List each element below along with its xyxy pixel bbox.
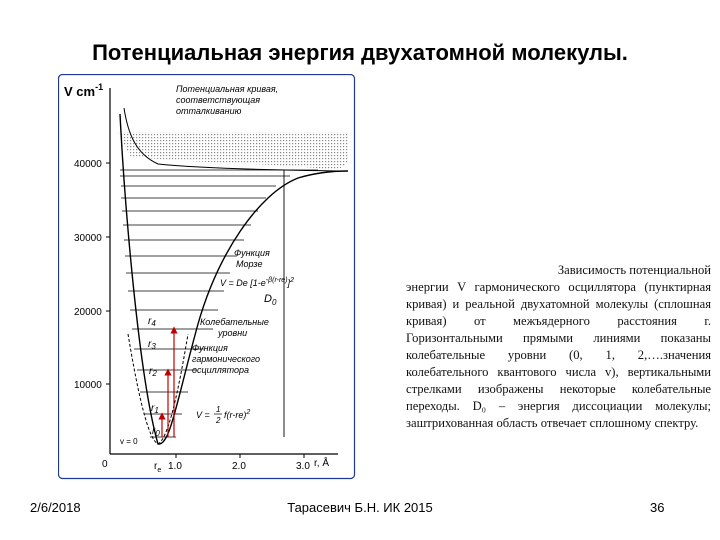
- svg-text:Потенциальная кривая,: Потенциальная кривая,: [176, 84, 279, 94]
- svg-text:отталкиванию: отталкиванию: [176, 106, 242, 116]
- svg-text:Функция: Функция: [234, 248, 270, 258]
- frac-den: 2: [216, 416, 221, 425]
- y-tick-30000: 30000: [74, 233, 102, 244]
- harmonic-formula: V =: [196, 410, 210, 420]
- level-label-1: $r_1$: [151, 403, 159, 415]
- svg-text:соответствующая: соответствующая: [176, 95, 261, 105]
- level-label-3: $r_3$: [148, 339, 156, 351]
- caption-body: энергии V гармонического осциллятора (пунктирная кривая) и реальной двухатомной молекулы (сплошная кривая) от межъядерного расстояния r. Горизонтальными прямыми линиями показаны колебательные уровни (0, 1, 2,….значения колебательного квантового числа v), вертикальными стрелками изображены некоторые колебательные переходы. D₀ – энергия диссоциации молекулы; заштрихованная область отвечает сплошному спектру.: [406, 280, 711, 430]
- x-tick-1: 1.0: [168, 461, 182, 472]
- footer-author: Тарасевич Б.Н. ИК 2015: [287, 500, 433, 515]
- svg-text:Колебательные: Колебательные: [200, 317, 269, 327]
- d0-label: $D_0$: [264, 293, 277, 307]
- y-tick-20000: 20000: [74, 307, 102, 318]
- y-tick-10000: 10000: [74, 380, 102, 391]
- y-tick-40000: 40000: [74, 159, 102, 170]
- morse-formula: V = De $[1-e^{-\beta(r-re)}]^2$: [220, 277, 294, 288]
- caption-heading: Зависимость потенциальной: [557, 263, 711, 277]
- harmonic-formula-tail: $f(r-re)^2$: [224, 409, 251, 420]
- x-tick-2: 2.0: [232, 461, 246, 472]
- y-axis-label: V $cm^{-1}$: [64, 82, 104, 99]
- x-axis-label: r, Å: [314, 458, 330, 469]
- diagram-svg: [58, 74, 356, 480]
- re-label: $r_e$: [154, 461, 162, 474]
- y-tick-0: 0: [102, 459, 108, 470]
- svg-text:осциллятора: осциллятора: [192, 365, 250, 375]
- svg-text:Морзе: Морзе: [236, 259, 263, 269]
- x-tick-3: 3.0: [296, 461, 310, 472]
- level-label-4: $r_4$: [148, 316, 156, 328]
- footer-page-number: 36: [650, 500, 665, 515]
- svg-text:уровни: уровни: [218, 328, 248, 338]
- svg-text:гармонического: гармонического: [192, 354, 261, 364]
- level-label-2: $r_2$: [149, 366, 157, 378]
- potential-energy-diagram: [58, 74, 356, 480]
- level-label-0: $r_0$: [152, 426, 160, 438]
- footer-date: 2/6/2018: [30, 500, 81, 515]
- frac-num: 1: [216, 405, 221, 414]
- figure-caption: [406, 262, 711, 432]
- v0-label: v = 0: [120, 437, 138, 446]
- svg-text:Функция: Функция: [192, 343, 228, 353]
- slide-title: Потенциальная энергия двухатомной молекулы.: [92, 40, 628, 65]
